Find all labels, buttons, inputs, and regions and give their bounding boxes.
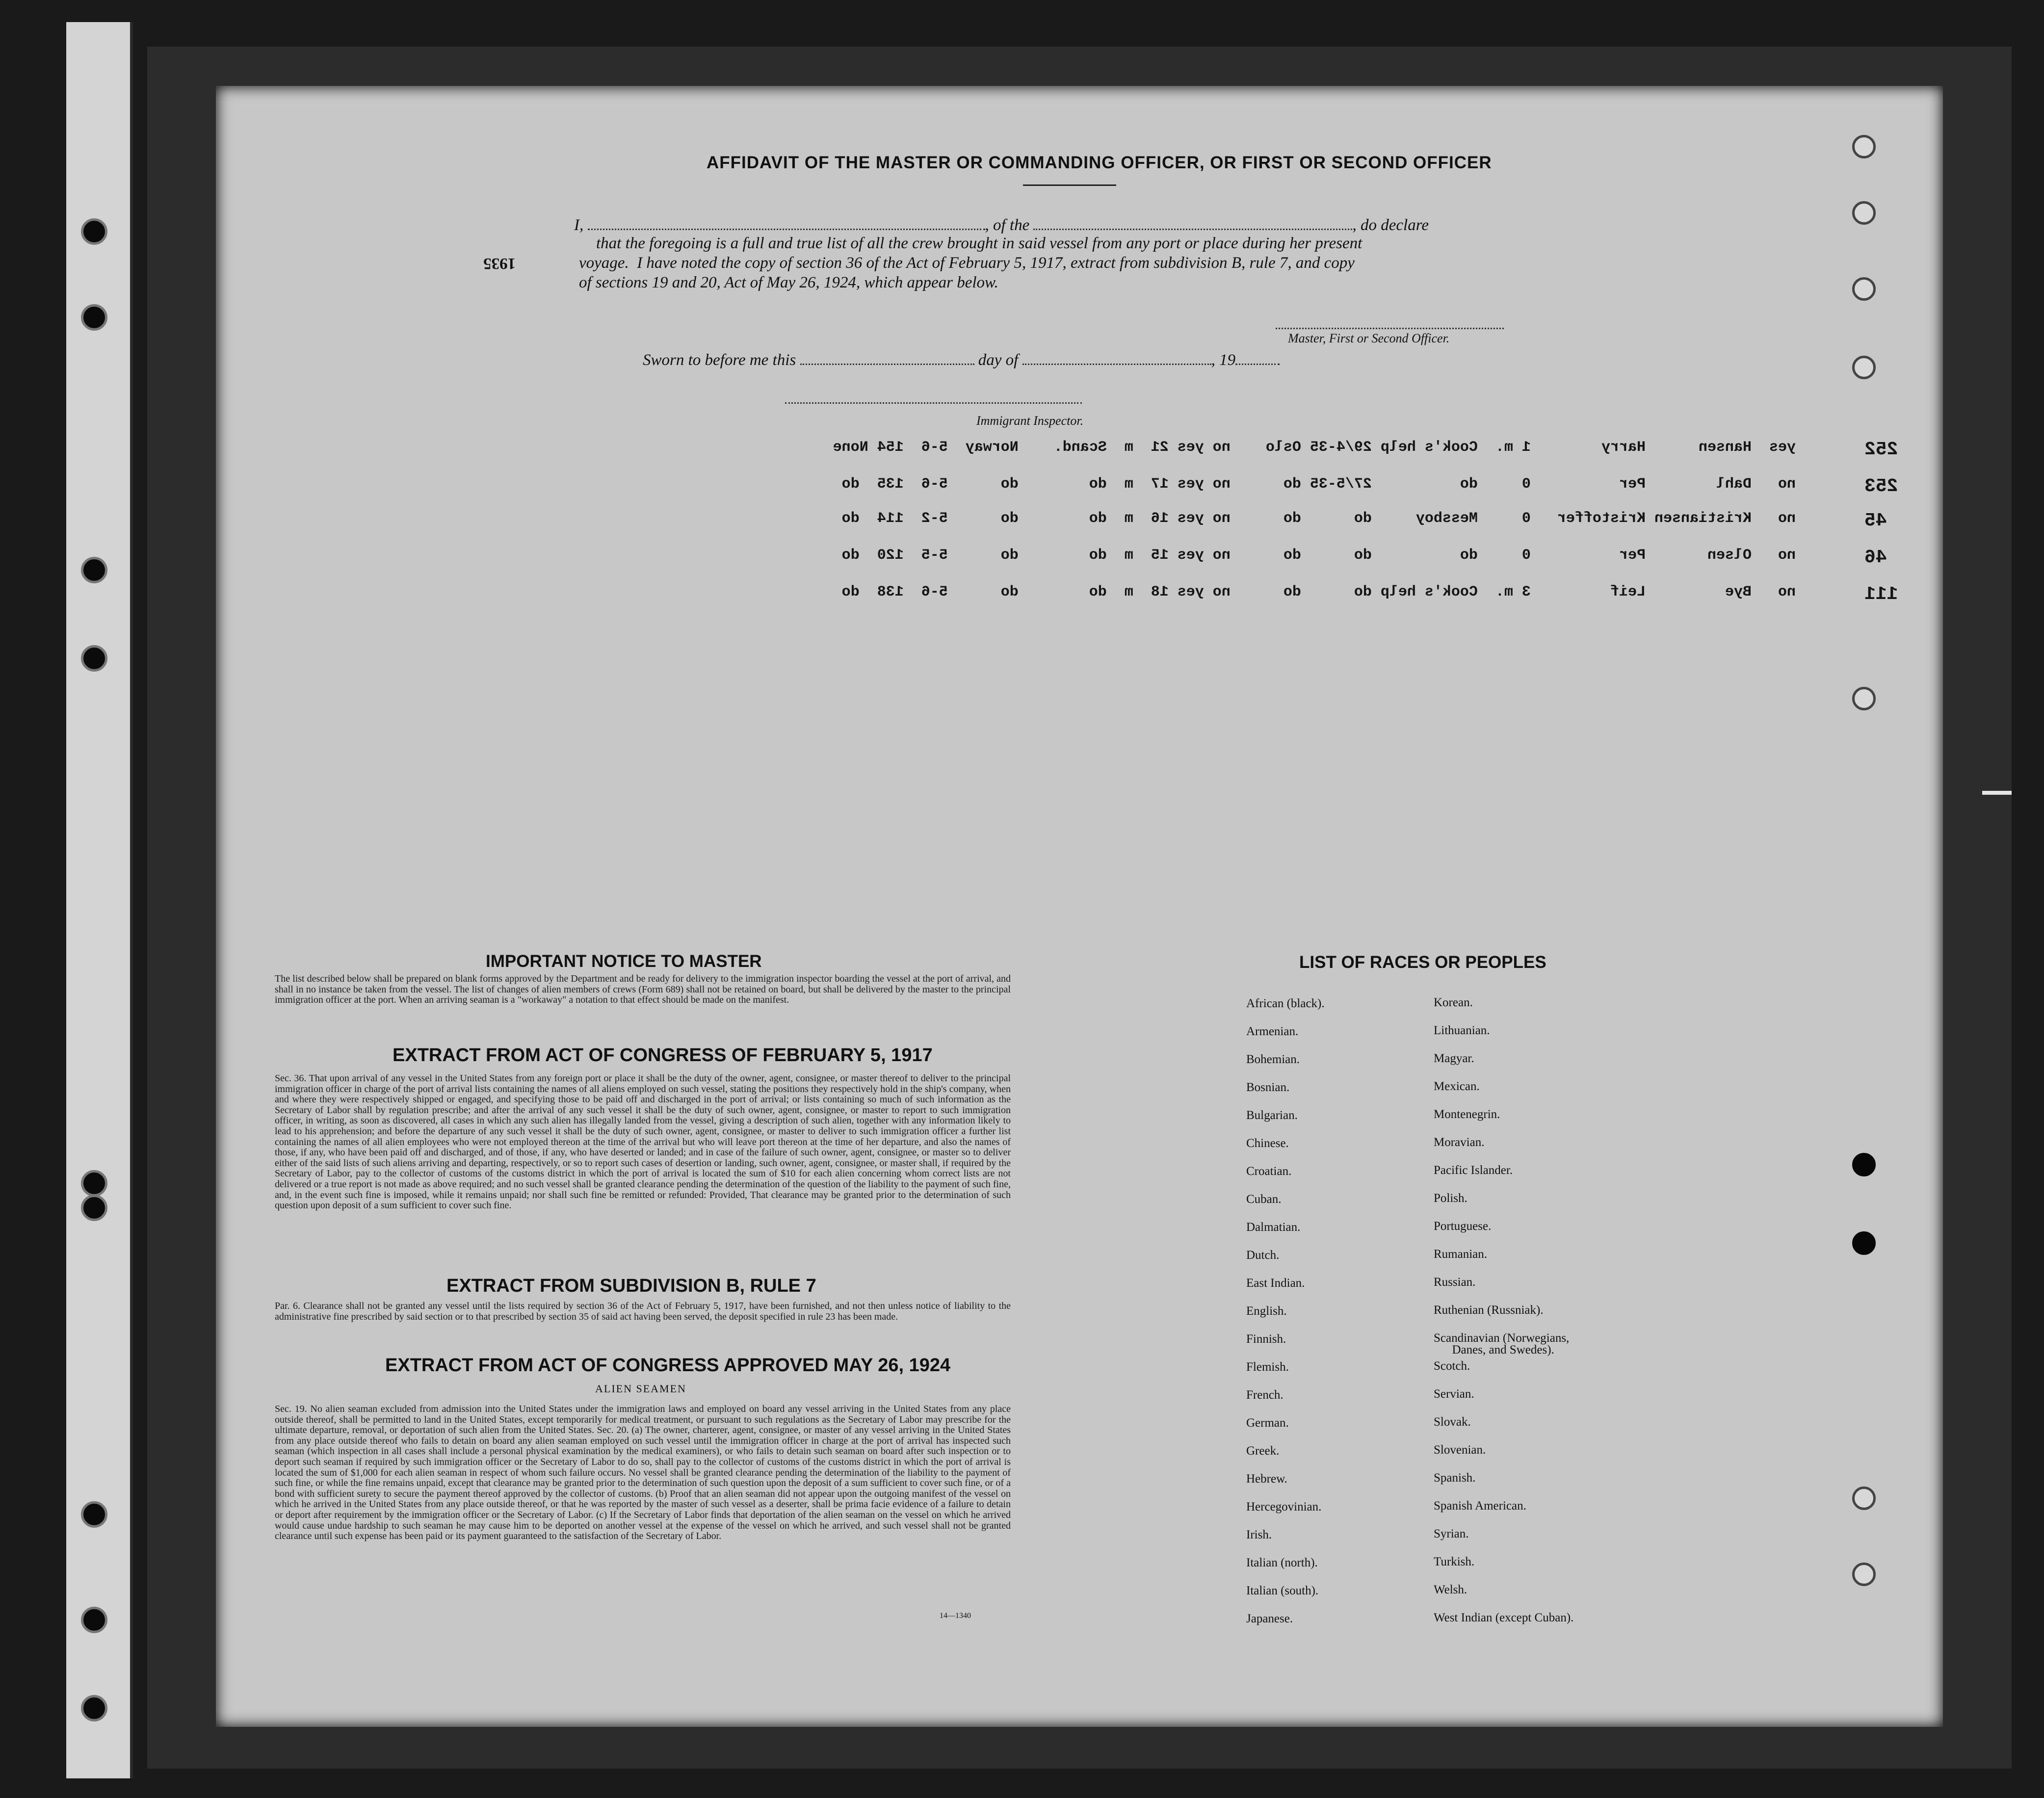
- race-item: Mexican.: [1434, 1080, 1480, 1093]
- race-item: Italian (south).: [1246, 1584, 1319, 1597]
- race-item: Flemish.: [1246, 1360, 1289, 1374]
- race-item: Pacific Islander.: [1434, 1164, 1513, 1177]
- race-item: Slovak.: [1434, 1415, 1471, 1429]
- punch-hole: [1852, 135, 1876, 158]
- race-item: Armenian.: [1246, 1025, 1299, 1038]
- race-item: East Indian.: [1246, 1277, 1305, 1290]
- race-item: Bulgarian.: [1246, 1109, 1298, 1122]
- crew-row-number: 46: [1864, 547, 1887, 568]
- race-item: Bohemian.: [1246, 1053, 1300, 1066]
- race-item: Rumanian.: [1434, 1248, 1488, 1261]
- edge-mark: [1982, 791, 2012, 795]
- race-item: Greek.: [1246, 1444, 1280, 1458]
- name-blank[interactable]: [588, 216, 985, 230]
- race-item: Syrian.: [1434, 1527, 1469, 1540]
- race-item: Bosnian.: [1246, 1081, 1290, 1094]
- binder-hole: [81, 1607, 107, 1633]
- race-item: Russian.: [1434, 1276, 1476, 1289]
- alien-seamen-subtitle: ALIEN SEAMEN: [595, 1382, 686, 1395]
- race-item: Chinese.: [1246, 1137, 1289, 1150]
- race-item: German.: [1246, 1416, 1289, 1430]
- punch-hole: [1852, 356, 1876, 379]
- race-item: African (black).: [1246, 997, 1325, 1010]
- extract-1924-title: EXTRACT FROM ACT OF CONGRESS APPROVED MAY 26, 1924: [385, 1355, 951, 1376]
- punch-hole: [1852, 201, 1876, 225]
- race-item: Scandinavian (Norwegians, Danes, and Swedes).: [1434, 1331, 1570, 1356]
- affidavit-line-2: that the foregoing is a full and true list of all the crew brought in said vessel from any port or place during her present: [596, 235, 1363, 252]
- race-item: English.: [1246, 1304, 1287, 1318]
- race-item: Scotch.: [1434, 1359, 1470, 1373]
- day-blank[interactable]: [800, 351, 974, 365]
- crew-row-text: no Bye Leif 3 m. Cook's help do do no yes 18 m do do 5-6 138 do: [841, 584, 1796, 600]
- races-title: LIST OF RACES OR PEOPLES: [1299, 953, 1546, 972]
- crew-row-number: 253: [1864, 476, 1898, 497]
- binder-hole: [81, 1170, 107, 1197]
- form-number: 14—1340: [940, 1612, 971, 1620]
- binder-hole: [81, 218, 107, 245]
- punch-hole: [1852, 1486, 1876, 1510]
- punch-hole: [1852, 277, 1876, 301]
- race-item: French.: [1246, 1388, 1284, 1402]
- race-item: Dalmatian.: [1246, 1221, 1301, 1234]
- punch-hole: [1852, 1231, 1876, 1255]
- race-item: Dutch.: [1246, 1249, 1280, 1262]
- binder-hole: [81, 645, 107, 672]
- race-item: West Indian (except Cuban).: [1434, 1611, 1574, 1624]
- affidavit-line-3: voyage. I have noted the copy of section 36 of the Act of February 5, 1917, extract from subdivision B, rule 7, and copy: [579, 254, 1355, 272]
- race-item: Slovenian.: [1434, 1443, 1486, 1457]
- race-item: Italian (north).: [1246, 1556, 1318, 1569]
- race-item: Spanish American.: [1434, 1499, 1526, 1512]
- race-item: Lithuanian.: [1434, 1024, 1490, 1037]
- punch-hole: [1852, 1563, 1876, 1586]
- race-item: Hebrew.: [1246, 1472, 1287, 1485]
- extract-rule7-title: EXTRACT FROM SUBDIVISION B, RULE 7: [446, 1276, 816, 1296]
- crew-row-number: 252: [1864, 439, 1898, 460]
- punch-hole: [1852, 1153, 1876, 1176]
- extract-rule7-body: Par. 6. Clearance shall not be granted any vessel until the lists required by section 36 of the Act of February 5, 1917, have been furnished, and not then unless notice of liability to the administrative fine prescribed by said section or to that prescribed by section 35 of said act having been served, the deposit specified in rule 23 has been made.: [275, 1301, 1011, 1322]
- extract-1924-body: Sec. 19. No alien seaman excluded from admission into the United States under the immigration laws and employed on board any vessel arriving in the United States from any place outside thereof, shall be permitted to land in the United States, except temporarily for medical treatment, or pursuant to such regulations as the Secretary of Labor may prescribe for the ultimate departure, removal, or deportation of such alien from the United States. Sec. 20. (a) The owner, charterer, agent, consignee, or master of any vessel arriving in the United States from any place outside thereof who fails to detain on board any alien seaman employed on such vessel until the immigration officer in charge at the port of arrival has inspected such seaman (which inspection in all cases shall include a personal physical examination by the medical examiners), or who fails to detain such seaman on board after such inspection or to deport such seaman if required by such immigration officer or the Secretary of Labor to do so, shall pay to the collector of customs of the customs district in which the port of arrival is located the sum of $1,000 for each alien seaman in respect of whom such failure occurs. No vessel shall be granted clearance pending the determination of the liability to the payment of such fine, or while the fine remains unpaid, except that clearance may be granted prior to the determination of such question upon the deposit of a sum sufficient to cover such fine, or of a bond with sufficient surety to secure the payment thereof approved by the collector of customs. (b) Proof that an alien seaman did not appear upon the outgoing manifest of the vessel on which he arrived in the United States from any place outside thereof, or that he was reported by the master of such vessel as a deserter, shall be prima facie evidence of a failure to detain or deport after requirement by the immigration officer or the Secretary of Labor. (c) If the Secretary of Labor finds that deportation of the alien seaman on the vessel on which he arrived would cause undue hardship to such seaman he may cause him to be deported on another vessel at the expense of the vessel on which he arrived, and such vessel shall not be granted clearance until such expense has been paid or its payment guaranteed to the satisfaction of the Secretary of Labor.: [275, 1404, 1011, 1542]
- race-item: Spanish.: [1434, 1471, 1476, 1485]
- race-item: Moravian.: [1434, 1136, 1485, 1149]
- race-item: Korean.: [1434, 996, 1473, 1009]
- race-item: Polish.: [1434, 1192, 1467, 1205]
- notice-title: IMPORTANT NOTICE TO MASTER: [486, 952, 762, 971]
- year-blank[interactable]: [1235, 351, 1280, 365]
- binder-strip: [66, 22, 133, 1778]
- race-item: Ruthenian (Russniak).: [1434, 1303, 1544, 1317]
- crew-row-number: 45: [1864, 510, 1887, 531]
- race-item: Servian.: [1434, 1387, 1474, 1401]
- binder-hole: [81, 557, 107, 583]
- month-blank[interactable]: [1022, 351, 1211, 365]
- affidavit-line-1: I, , of the , do declare: [574, 216, 1429, 234]
- stamp-date: 1935: [483, 255, 516, 272]
- race-item: Japanese.: [1246, 1612, 1293, 1625]
- race-item: Cuban.: [1246, 1193, 1282, 1206]
- crew-row-text: yes Hansen Harry 1 m. Cook's help 29/4-35 Oslo no yes 21 m Scand. Norway 5-6 154 None: [833, 439, 1796, 456]
- master-signature-line[interactable]: [1276, 328, 1504, 329]
- affidavit-line-4: of sections 19 and 20, Act of May 26, 1924, which appear below.: [579, 274, 998, 291]
- race-item: Turkish.: [1434, 1555, 1475, 1568]
- race-item: Hercegovinian.: [1246, 1500, 1322, 1513]
- punch-hole: [1852, 687, 1876, 710]
- binder-hole: [81, 1695, 107, 1721]
- crew-row-text: no Kristiansen Kristoffer 0 Messboy do do no yes 16 m do do 5-2 114 do: [841, 510, 1796, 527]
- binder-hole: [81, 1501, 107, 1528]
- extract-1917-body: Sec. 36. That upon arrival of any vessel in the United States from any foreign port or place it shall be the duty of the owner, agent, consignee, or master thereof to deliver to the principal immigration officer in charge of the port of arrival lists containing the names of all aliens employed on such vessel, stating the positions they respectively hold in the ship's company, when and where they were respectively shipped or engaged, and specifying those to be paid off and discharged in the port of arrival; or lists containing so much of such information as the Secretary of Labor shall by regulation prescribe; and after the arrival of any such vessel it shall be the duty of such owner, agent, consignee, or master to report to such immigration officer, in writing, as soon as discovered, all cases in which any such alien has illegally landed from the vessel, giving a description of such alien, together with any information likely to lead to his apprehension; and before the departure of any such vessel it shall be the duty of such owner, agent, consignee, or master to deliver to such immigration officer a further list containing the names of all alien employees who were not employed thereon at the time of the arrival but who will leave port thereon at the time of her departure, and also the names of those, if any, who have been paid off and discharged, and of those, if any, who have deserted or landed; and in case of the failure of such owner, agent, consignee, or master so to deliver either of the said lists of such aliens arriving and departing, respectively, or so to report such cases of desertion or landing, such owner, agent, consignee, or master shall, if required by the Secretary of Labor, pay to the collector of customs of the customs district in which the port of arrival is located the sum of $10 for each alien concerning whom correct lists are not delivered or a true report is not made as above required; and no such vessel shall be granted clearance pending the determination of the question of the liability to the payment of such fine, and, in the event such fine is imposed, while it remains unpaid; nor shall such fine be remitted or refunded: Provided, That clearance may be granted prior to the determination of such question upon deposit of a sum sufficient to cover such fine.: [275, 1073, 1011, 1211]
- inspector-label: Immigrant Inspector.: [976, 414, 1084, 428]
- race-item: Welsh.: [1434, 1583, 1467, 1596]
- crew-row-text: no Olsen Per 0 do do do no yes 15 m do do 5-5 120 do: [841, 547, 1796, 564]
- master-label: Master, First or Second Officer.: [1288, 331, 1450, 345]
- race-item: Magyar.: [1434, 1052, 1474, 1065]
- affidavit-title: AFFIDAVIT OF THE MASTER OR COMMANDING OFFICER, OR FIRST OR SECOND OFFICER: [707, 153, 1492, 172]
- race-item: Portuguese.: [1434, 1220, 1492, 1233]
- race-item: Croatian.: [1246, 1165, 1292, 1178]
- race-item: Montenegrin.: [1434, 1108, 1500, 1121]
- binder-hole: [81, 1195, 107, 1221]
- race-item: Irish.: [1246, 1528, 1272, 1541]
- inspector-signature-line[interactable]: [785, 402, 1082, 404]
- title-rule: [1023, 184, 1116, 186]
- crew-row-text: no Dahl Per 0 do 27/5-35 do no yes 17 m do do 5-6 135 do: [841, 476, 1796, 493]
- binder-hole: [81, 304, 107, 331]
- sworn-line: Sworn to before me this day of , 19: [643, 351, 1280, 369]
- crew-row-number: 111: [1864, 584, 1898, 605]
- race-item: Finnish.: [1246, 1332, 1286, 1346]
- vessel-blank[interactable]: [1033, 216, 1352, 230]
- extract-1917-title: EXTRACT FROM ACT OF CONGRESS OF FEBRUARY 5, 1917: [393, 1045, 933, 1066]
- notice-body: The list described below shall be prepared on blank forms approved by the Department and be ready for delivery to the immigration inspector boarding the vessel at the port of arrival, and shall in no instance be taken from the vessel. The list of changes of alien members of crews (Form 689) shall not be retained on board, but shall be delivered by the master to the principal immigration officer at the port. When an arriving seaman is a "workaway" a notation to that effect should be made on the manifest.: [275, 973, 1011, 1006]
